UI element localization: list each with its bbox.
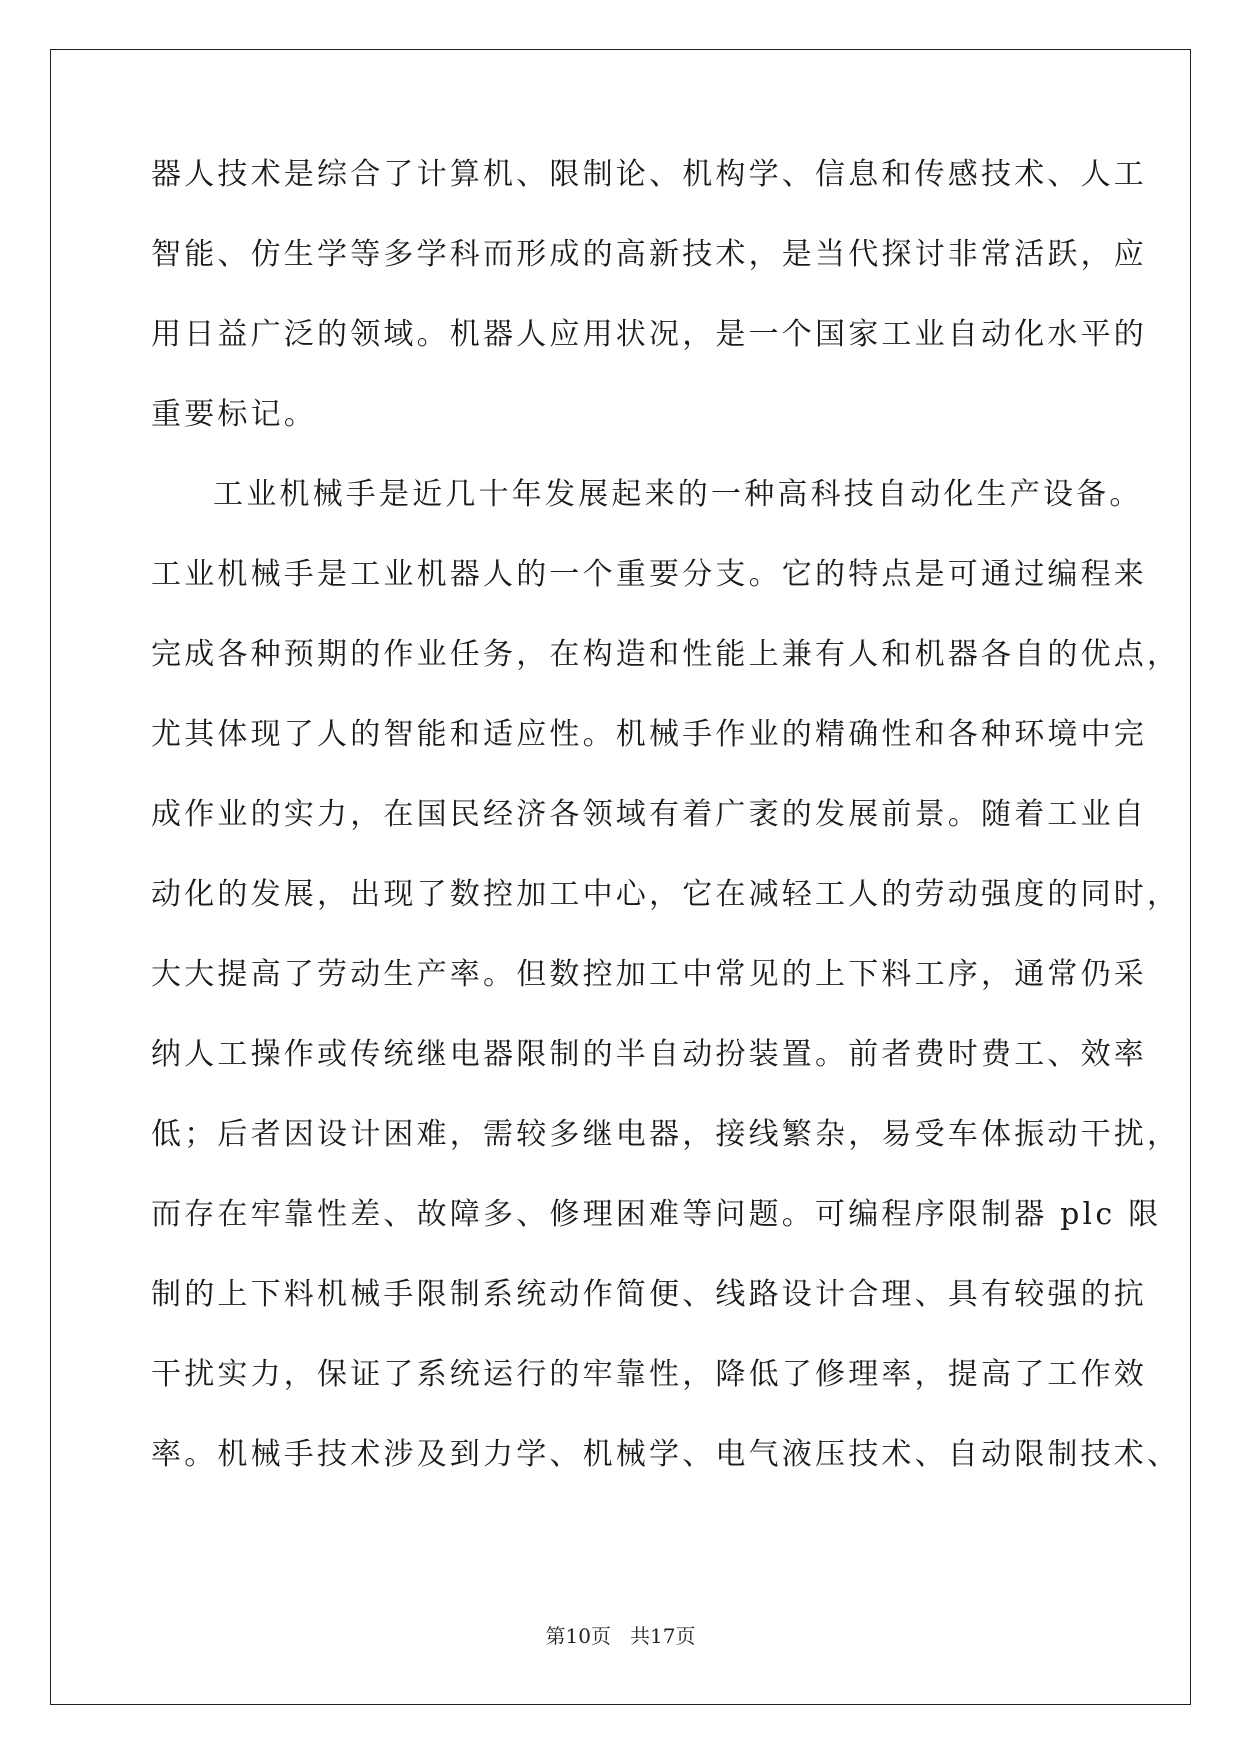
text-line: 而存在牢靠性差、故障多、修理困难等问题。可编程序限制器 plc 限: [151, 1197, 1162, 1232]
text-line: 用日益广泛的领域。机器人应用状况，是一个国家工业自动化水平的: [151, 317, 1147, 352]
text-line: 制的上下料机械手限制系统动作简便、线路设计合理、具有较强的抗: [151, 1277, 1147, 1312]
text-line: 成作业的实力，在国民经济各领域有着广袤的发展前景。随着工业自: [151, 797, 1147, 832]
text-line: 工业机械手是工业机器人的一个重要分支。它的特点是可通过编程来: [151, 557, 1147, 592]
text-line: 重要标记。: [151, 397, 317, 432]
text-line: 率。机械手技术涉及到力学、机械学、电气液压技术、自动限制技术、: [151, 1437, 1181, 1472]
text-line: 动化的发展，出现了数控加工中心，它在减轻工人的劳动强度的同时，: [151, 877, 1181, 912]
text-line: 尤其体现了人的智能和适应性。机械手作业的精确性和各种环境中完: [151, 717, 1147, 752]
page-footer: [0, 1625, 1241, 1647]
page-total: 共17页: [630, 1624, 696, 1648]
text-line: 干扰实力，保证了系统运行的牢靠性，降低了修理率，提高了工作效: [151, 1357, 1147, 1392]
text-line: 低；后者因设计困难，需较多继电器，接线繁杂，易受车体振动干扰，: [151, 1117, 1181, 1152]
text-line: 纳人工操作或传统继电器限制的半自动扮装置。前者费时费工、效率: [151, 1037, 1147, 1072]
text-line: 器人技术是综合了计算机、限制论、机构学、信息和传感技术、人工: [151, 157, 1147, 192]
document-body: [151, 157, 1181, 1520]
paragraph-first-line: 工业机械手是近几十年发展起来的一种高科技自动化生产设备。: [213, 477, 1143, 512]
page-number: 第10页: [545, 1624, 611, 1648]
text-line: 智能、仿生学等多学科而形成的高新技术，是当代探讨非常活跃，应: [151, 237, 1147, 272]
text-line: 大大提高了劳动生产率。但数控加工中常见的上下料工序，通常仍采: [151, 957, 1147, 992]
footer-separator: [611, 1624, 630, 1648]
text-line: 完成各种预期的作业任务，在构造和性能上兼有人和机器各自的优点，: [151, 637, 1181, 672]
